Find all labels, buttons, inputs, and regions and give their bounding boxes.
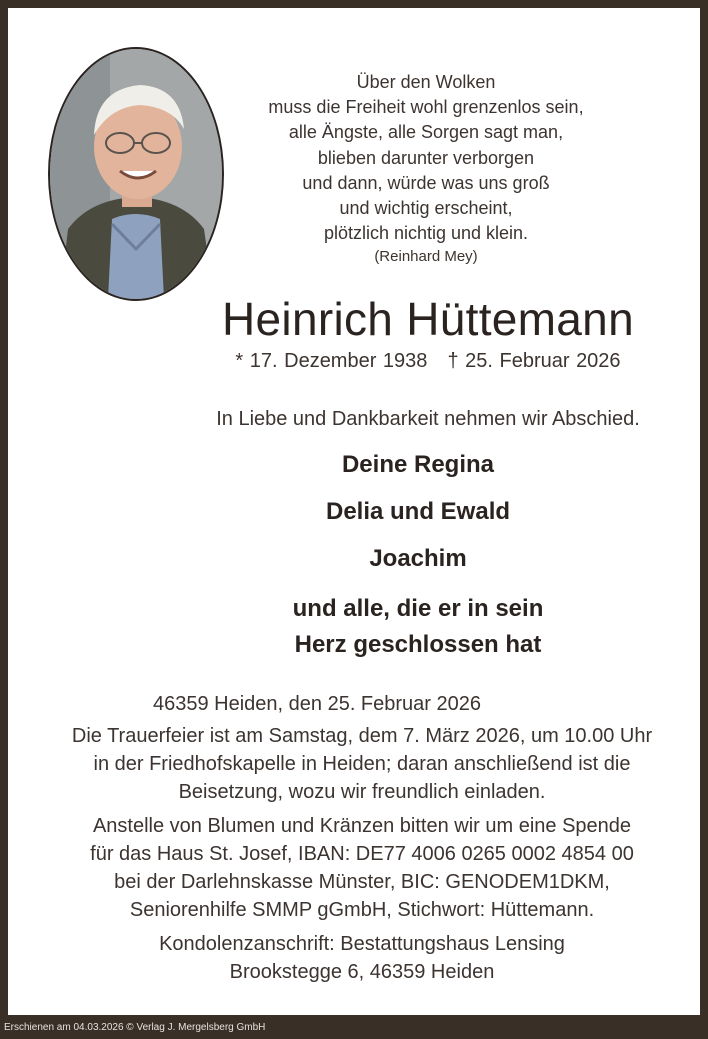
mourners-list xyxy=(138,450,698,680)
poem-author: (Reinhard Mey) xyxy=(374,248,478,266)
portrait-image xyxy=(50,49,222,299)
mourners-closing xyxy=(138,591,698,663)
mourners-closing-line: Herz geschlossen hat xyxy=(294,631,542,658)
poem-line: plötzlich nichtig und klein. xyxy=(323,223,529,244)
funeral-line: in der Friedhofskapelle in Heiden; daran anschließend ist die xyxy=(93,753,631,775)
poem-line: blieben darunter verborgen xyxy=(317,147,535,168)
donation-line: Seniorenhilfe SMMP gGmbH, Stichwort: Hüttemann. xyxy=(129,899,595,921)
condolence-info xyxy=(26,930,698,986)
mourner: Delia und Ewald xyxy=(325,498,511,525)
obituary-card xyxy=(8,8,700,1015)
donation-info xyxy=(26,812,698,924)
donation-line: Anstelle von Blumen und Kränzen bitten wir um eine Spende xyxy=(92,815,632,837)
funeral-info xyxy=(26,722,698,806)
donation-line: für das Haus St. Josef, IBAN: DE77 4006 0265 0002 4854 00 xyxy=(90,843,634,865)
farewell-text: In Liebe und Dankbarkeit nehmen wir Abschied. xyxy=(216,408,640,430)
deceased-name: Heinrich Hüttemann xyxy=(222,293,634,345)
mourner: Joachim xyxy=(369,545,467,572)
birth-date: * 17. Dezember 1938 xyxy=(235,350,428,372)
death-date: † 25. Februar 2026 xyxy=(447,350,621,372)
life-dates xyxy=(198,350,658,373)
publication-footer: Erschienen am 04.03.2026 © Verlag J. Mergelsberg GmbH xyxy=(4,1022,266,1033)
poem-line: und wichtig erscheint, xyxy=(339,198,513,219)
poem-line: und dann, würde was uns groß xyxy=(302,172,550,193)
poem xyxy=(226,70,626,268)
poem-line: muss die Freiheit wohl grenzenlos sein, xyxy=(268,97,584,118)
mourners-closing-line: und alle, die er in sein xyxy=(292,595,544,622)
portrait-photo xyxy=(48,47,224,301)
poem-line: Über den Wolken xyxy=(356,72,496,92)
mourner: Deine Regina xyxy=(341,451,495,478)
donation-line: bei der Darlehnskasse Münster, BIC: GENODEM1DKM, xyxy=(114,871,610,893)
funeral-line: Die Trauerfeier ist am Samstag, dem 7. März 2026, um 10.00 Uhr xyxy=(71,725,653,747)
condolence-line: Kondolenzanschrift: Bestattungshaus Lensing xyxy=(159,933,565,955)
poem-line: alle Ängste, alle Sorgen sagt man, xyxy=(288,122,564,143)
condolence-line: Brookstegge 6, 46359 Heiden xyxy=(229,961,495,983)
info-section xyxy=(26,690,698,992)
place-date: 46359 Heiden, den 25. Februar 2026 xyxy=(152,693,482,715)
funeral-line: Beisetzung, wozu wir freundlich einladen. xyxy=(178,781,546,803)
